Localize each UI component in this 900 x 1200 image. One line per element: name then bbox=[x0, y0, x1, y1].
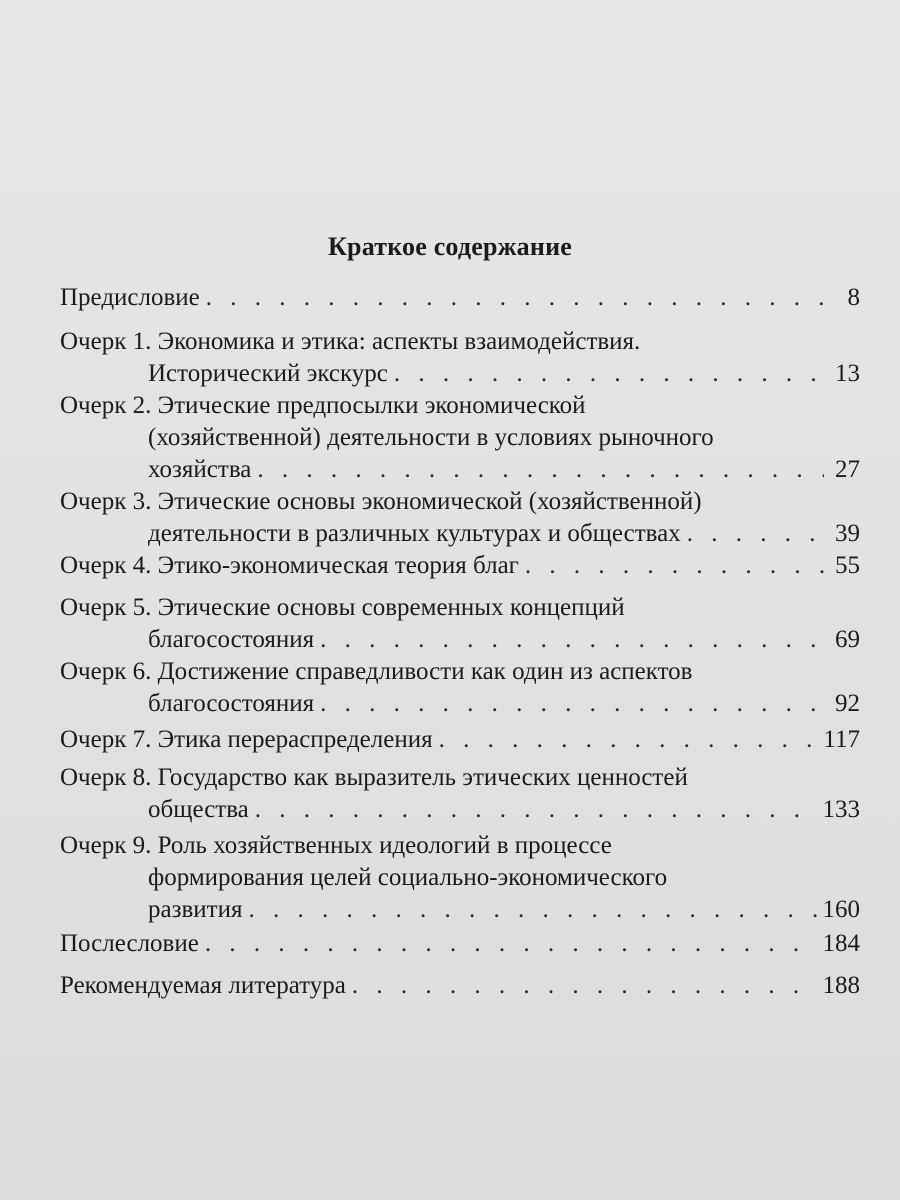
toc-entry-line: благосостояния bbox=[148, 626, 315, 653]
toc-entry-line: благосостояния bbox=[148, 690, 315, 717]
dot-leader bbox=[206, 282, 824, 314]
dot-leader bbox=[352, 970, 817, 1002]
toc-entry-label: Очерк 6. Достижение справедливости как один из аспектов bbox=[60, 658, 693, 685]
toc-entry-label: Очерк 7. Этика перераспределения bbox=[60, 726, 433, 753]
dot-leader bbox=[205, 928, 817, 960]
toc-page-number: 184 bbox=[822, 930, 860, 957]
toc-page-number: 117 bbox=[823, 726, 860, 753]
dot-leader bbox=[257, 454, 824, 486]
toc-entry-label: Предисловие bbox=[60, 284, 200, 311]
toc-entry-line: развития bbox=[148, 896, 243, 923]
toc-entry-label: Очерк 4. Этико-экономическая теория благ bbox=[60, 552, 519, 579]
toc-page-number: 55 bbox=[835, 552, 860, 579]
toc-page-number: 69 bbox=[835, 626, 860, 653]
toc-entry-line: деятельности в различных культурах и обществах bbox=[148, 520, 681, 547]
toc-entry-essay-5 bbox=[60, 592, 860, 656]
toc-entry-essay-7 bbox=[60, 724, 860, 756]
toc-entry-label: Очерк 8. Государство как выразитель этических ценностей bbox=[60, 764, 688, 791]
toc-entry-line: общества bbox=[148, 796, 249, 823]
dot-leader bbox=[248, 894, 816, 926]
toc-entry-essay-6 bbox=[60, 656, 860, 720]
toc-entry-label: Очерк 3. Этические основы экономической (хозяйственной) bbox=[60, 488, 702, 515]
toc-entry-label: Послесловие bbox=[60, 930, 199, 957]
toc-page-number: 27 bbox=[835, 456, 860, 483]
toc-entry-essay-4 bbox=[60, 550, 860, 582]
dot-leader bbox=[320, 624, 824, 656]
toc-entry-label: Очерк 1. Экономика и этика: аспекты взаимодействия. bbox=[60, 328, 641, 355]
toc-entry-line: Исторический экскурс bbox=[148, 360, 388, 387]
toc-entry-essay-8 bbox=[60, 762, 860, 826]
toc-entry-essay-9 bbox=[60, 830, 860, 926]
toc-entry-references bbox=[60, 970, 860, 1002]
toc-entry-afterword bbox=[60, 928, 860, 960]
toc-page-number: 188 bbox=[822, 972, 860, 999]
toc-entry-label: Очерк 2. Этические предпосылки экономической bbox=[60, 392, 586, 419]
toc-entry-label: Очерк 9. Роль хозяйственных идеологий в процессе bbox=[60, 832, 612, 859]
dot-leader bbox=[525, 550, 824, 582]
toc-page-number: 8 bbox=[847, 284, 860, 311]
toc-entry-line: хозяйства bbox=[148, 456, 252, 483]
toc-entry-essay-2 bbox=[60, 390, 860, 486]
toc-entry-label: Очерк 5. Этические основы современных концепций bbox=[60, 594, 625, 621]
toc-entry-essay-1 bbox=[60, 326, 860, 390]
dot-leader bbox=[687, 518, 824, 550]
toc-page-number: 160 bbox=[822, 896, 860, 923]
toc-entry-label: Рекомендуемая литература bbox=[60, 972, 346, 999]
dot-leader bbox=[255, 794, 817, 826]
toc-page-number: 133 bbox=[822, 796, 860, 823]
toc-page-number: 92 bbox=[835, 690, 860, 717]
toc-entry-essay-3 bbox=[60, 486, 860, 550]
toc-page-number: 13 bbox=[835, 360, 860, 387]
toc-entry-line: формирования целей социально-экономического bbox=[148, 864, 668, 891]
dot-leader bbox=[439, 724, 818, 756]
toc-page-number: 39 bbox=[835, 520, 860, 547]
dot-leader bbox=[394, 358, 824, 390]
toc-entry-preface bbox=[60, 282, 860, 314]
page-title: Краткое содержание bbox=[328, 232, 572, 261]
dot-leader bbox=[320, 688, 824, 720]
toc-entry-line: (хозяйственной) деятельности в условиях рыночного bbox=[148, 424, 714, 451]
